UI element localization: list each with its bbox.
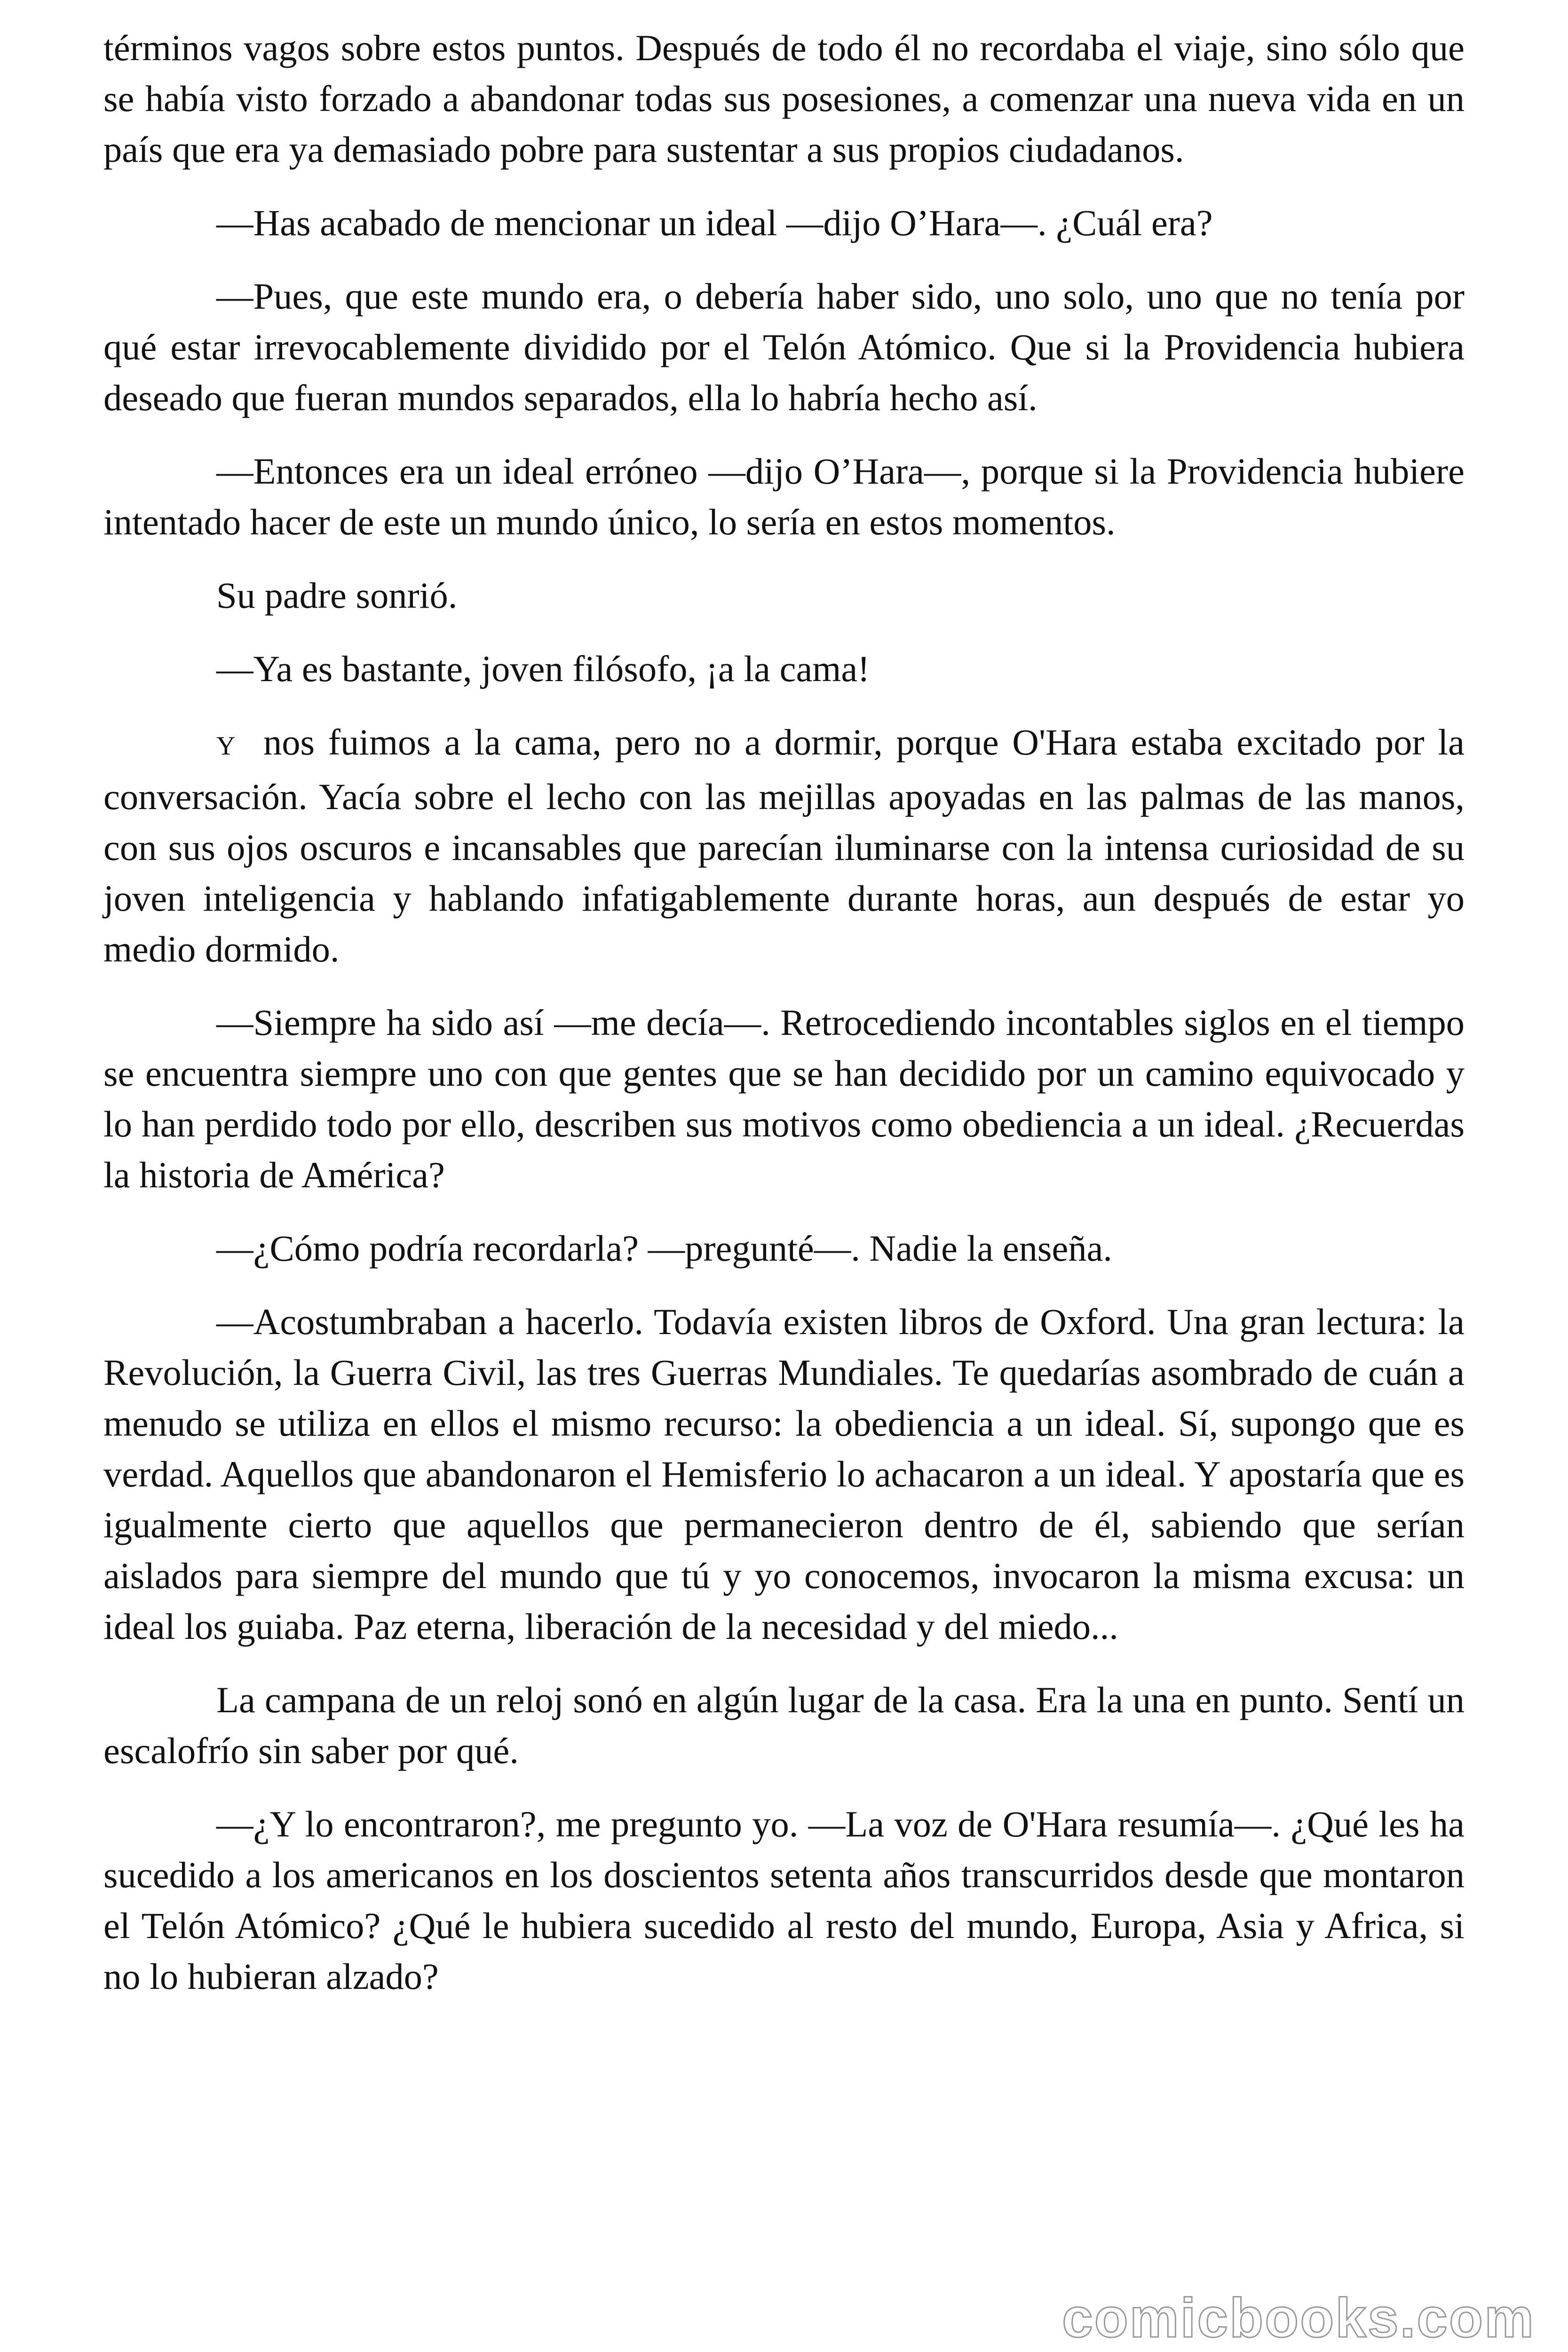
initial-letter: Y xyxy=(216,731,237,761)
paragraph-7 xyxy=(103,717,1465,975)
paragraph-7-text: nos fuimos a la cama, pero no a dormir, porque O'Hara estaba excitado por la conversación. Yacía sobre el lecho con las mejillas apoyadas en las palmas de las manos, con sus ojos oscuros e incansables que parecían iluminarse con la intensa curiosidad de su joven inteligencia y hablando infatigablemente durante horas, aun después de estar yo medio dormido. xyxy=(103,722,1465,969)
paragraph-1: términos vagos sobre estos puntos. Después de todo él no recordaba el viaje, sino sólo que se había visto forzado a abandonar todas sus posesiones, a comenzar una nueva vida en un país que era ya demasiado pobre para sustentar a sus propios ciudadanos. xyxy=(103,27,1465,170)
paragraph-5: Su padre sonrió. xyxy=(216,575,458,616)
paragraph-12: —¿Y lo encontraron?, me pregunto yo. —La voz de O'Hara resumía—. ¿Qué les ha sucedido a los americanos en los doscientos setenta años transcurridos desde que montaron el Telón Atómico? ¿Qué le hubiera sucedido al resto del mundo, Europa, Asia y Africa, si no lo hubieran alzado? xyxy=(103,1804,1465,1997)
paragraph-10: —Acostumbraban a hacerlo. Todavía existen libros de Oxford. Una gran lectura: la Revolución, la Guerra Civil, las tres Guerras Mundiales. Te quedarías asombrado de cuán a menudo se utiliza en ellos el mismo recurso: la obediencia a un ideal. Sí, supongo que es verdad. Aquellos que abandonaron el Hemisferio lo achacaron a un ideal. Y apostaría que es igualmente cierto que aquellos que permanecieron dentro de él, sabiendo que serían aislados para siempre del mundo que tú y yo conocemos, invocaron la misma excusa: un ideal los guiaba. Paz eterna, liberación de la necesidad y del miedo... xyxy=(103,1301,1465,1647)
paragraph-8: —Siempre ha sido así —me decía—. Retrocediendo incontables siglos en el tiempo se encuentra siempre uno con que gentes que se han decidido por un camino equivocado y lo han perdido todo por ello, describen sus motivos como obediencia a un ideal. ¿Recuerdas la historia de América? xyxy=(103,1002,1465,1195)
paragraph-11: La campana de un reloj sonó en algún lugar de la casa. Era la una en punto. Sentí un escalofrío sin saber por qué. xyxy=(103,1679,1465,1771)
paragraph-6: —Ya es bastante, joven filósofo, ¡a la cama! xyxy=(216,648,870,689)
paragraph-9: —¿Cómo podría recordarla? —pregunté—. Nadie la enseña. xyxy=(216,1228,1113,1269)
paragraph-4: —Entonces era un ideal erróneo —dijo O’Hara—, porque si la Providencia hubiere intentado hacer de este un mundo único, lo sería en estos momentos. xyxy=(103,451,1465,542)
paragraph-2: —Has acabado de mencionar un ideal —dijo O’Hara—. ¿Cuál era? xyxy=(216,202,1213,243)
watermark: comicbooks.com xyxy=(1062,2287,1535,2349)
paragraph-3: —Pues, que este mundo era, o debería haber sido, uno solo, uno que no tenía por qué estar irrevocablemente dividido por el Telón Atómico. Que si la Providencia hubiera deseado que fueran mundos separados, ella lo habría hecho así. xyxy=(103,276,1465,418)
